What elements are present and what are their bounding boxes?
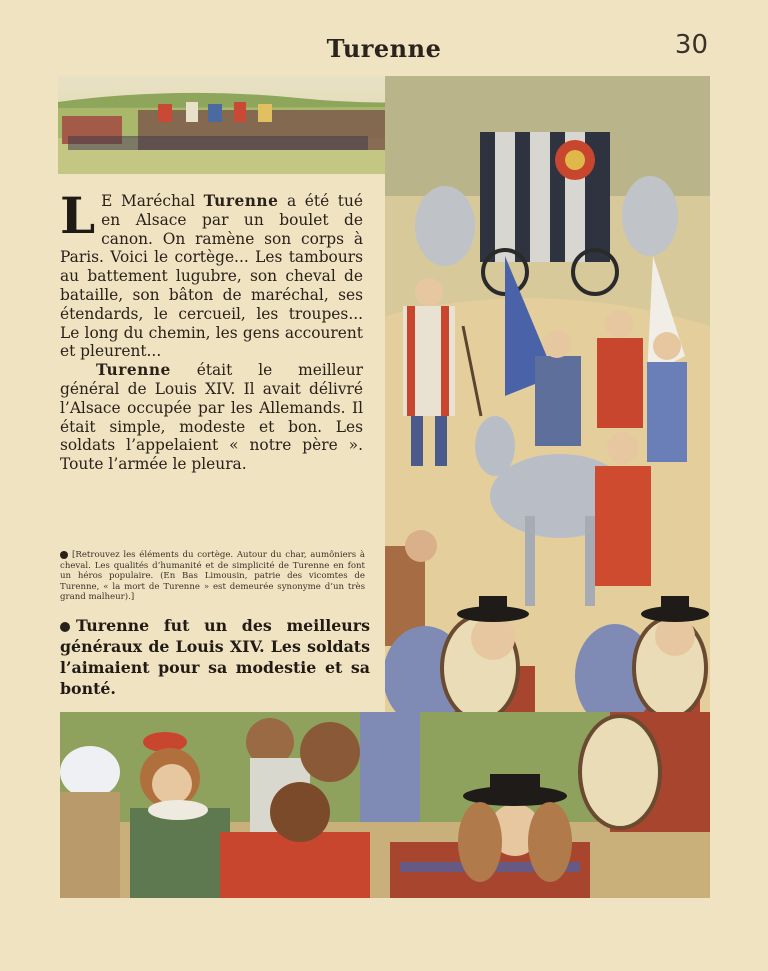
page-number: 30 xyxy=(674,30,708,60)
illustration-funeral-cortege xyxy=(385,76,710,716)
article-body xyxy=(60,186,363,474)
page-title: Turenne xyxy=(326,34,442,63)
paragraph-1 xyxy=(60,186,363,361)
paragraph-1-name: Turenne xyxy=(203,192,279,210)
paragraph-2 xyxy=(60,361,363,474)
summary xyxy=(60,615,370,699)
paragraph-1-lead: E Maréchal xyxy=(101,192,196,210)
footnote xyxy=(60,550,365,603)
paragraph-2-text: était le meilleur général de Louis XIV. Il avait délivré l’Alsace occupée par les Allemands. Il était simple, modeste et bon. Les soldats l’appelaient « notre père ». Toute l’armée le pleura. xyxy=(60,361,363,474)
bullet-icon xyxy=(60,622,70,632)
footnote-text: [Retrouvez les éléments du cortège. Autour du char, aumôniers à cheval. Les qualités d’humanité et de simplicité de Turenne en font un héros populaire. (En Bas Limousin, patrie des vicomtes de Turenne, « la mort de Turenne » est demeurée synonyme d’un très grand malheur).] xyxy=(60,550,365,603)
paragraph-1-text: a été tué en Alsace par un boulet de canon. On ramène son corps à Paris. Voici le cortège... Les tambours au battement lugubre, son cheval de bataille, son bâton de maréchal, ses étendards, le cercueil, les troupes... Le long du chemin, les gens accourent et pleurent... xyxy=(60,192,363,361)
summary-text: Turenne fut un des meilleurs généraux de Louis XIV. Les soldats l’aimaient pour sa modestie et sa bonté. xyxy=(60,616,370,698)
bullet-icon xyxy=(60,551,68,559)
drop-cap: L xyxy=(60,186,96,245)
paragraph-2-name: Turenne xyxy=(96,361,171,380)
illustration-mourning-crowd xyxy=(60,712,710,898)
